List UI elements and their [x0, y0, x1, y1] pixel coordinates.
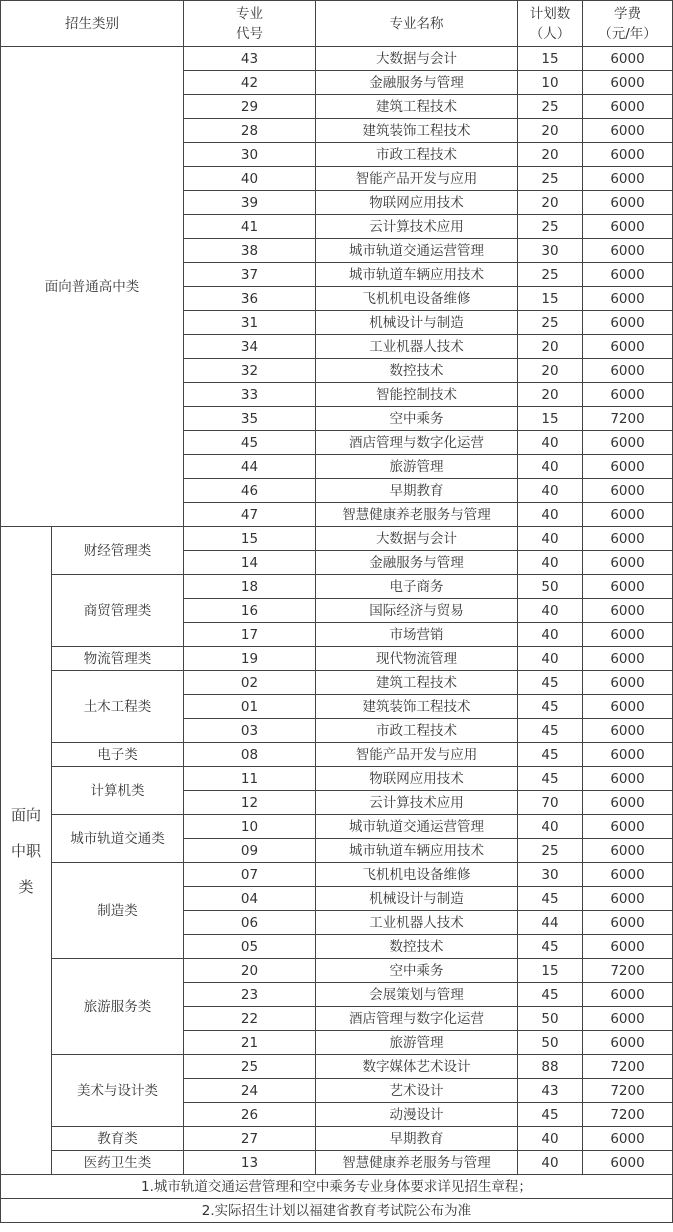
major-name: 金融服务与管理: [316, 71, 518, 95]
major-name: 云计算技术应用: [316, 215, 518, 239]
plan-count: 20: [518, 143, 583, 167]
plan-count: 88: [518, 1055, 583, 1079]
table-row: [1, 815, 673, 839]
plan-count: 50: [518, 575, 583, 599]
plan-count: 30: [518, 863, 583, 887]
major-name: 建筑装饰工程技术: [316, 119, 518, 143]
plan-count: 20: [518, 383, 583, 407]
plan-count: 45: [518, 743, 583, 767]
note-text: 2.实际招生计划以福建省教育考试院公布为准: [1, 1199, 673, 1223]
major-name: 智能产品开发与应用: [316, 743, 518, 767]
tuition-fee: 6000: [583, 719, 673, 743]
tuition-fee: 7200: [583, 1103, 673, 1127]
major-code: 16: [184, 599, 316, 623]
header-row: [1, 1, 673, 47]
major-name: 工业机器人技术: [316, 911, 518, 935]
major-name: 会展策划与管理: [316, 983, 518, 1007]
major-code: 40: [184, 167, 316, 191]
subcategory-label: 制造类: [52, 863, 184, 959]
tuition-fee: 7200: [583, 959, 673, 983]
subcategory-label: 城市轨道交通类: [52, 815, 184, 863]
plan-count: 45: [518, 983, 583, 1007]
major-code: 46: [184, 479, 316, 503]
plan-count: 15: [518, 287, 583, 311]
major-code: 19: [184, 647, 316, 671]
major-code: 24: [184, 1079, 316, 1103]
major-code: 09: [184, 839, 316, 863]
major-code: 32: [184, 359, 316, 383]
plan-count: 40: [518, 479, 583, 503]
major-code: 15: [184, 527, 316, 551]
major-name: 工业机器人技术: [316, 335, 518, 359]
plan-count: 45: [518, 671, 583, 695]
major-name: 电子商务: [316, 575, 518, 599]
vocational-label-line: 面向: [10, 805, 41, 824]
major-code: 37: [184, 263, 316, 287]
header-fee-line1: 学费: [614, 5, 641, 22]
plan-count: 50: [518, 1007, 583, 1031]
tuition-fee: 6000: [583, 767, 673, 791]
subcategory-label: 财经管理类: [52, 527, 184, 575]
plan-count: 45: [518, 719, 583, 743]
tuition-fee: 6000: [583, 551, 673, 575]
major-name: 智慧健康养老服务与管理: [316, 1151, 518, 1175]
major-code: 44: [184, 455, 316, 479]
subcategory-label: 旅游服务类: [52, 959, 184, 1055]
major-code: 03: [184, 719, 316, 743]
tuition-fee: 6000: [583, 167, 673, 191]
major-code: 12: [184, 791, 316, 815]
table-row: [1, 1151, 673, 1175]
vocational-label-line: 中职: [10, 841, 41, 860]
plan-count: 40: [518, 551, 583, 575]
header-code-line2: 代号: [236, 25, 263, 42]
major-code: 28: [184, 119, 316, 143]
plan-count: 40: [518, 623, 583, 647]
subcategory-label: 计算机类: [52, 767, 184, 815]
tuition-fee: 6000: [583, 1127, 673, 1151]
major-name: 建筑装饰工程技术: [316, 695, 518, 719]
tuition-fee: 6000: [583, 479, 673, 503]
major-code: 08: [184, 743, 316, 767]
major-code: 14: [184, 551, 316, 575]
plan-count: 40: [518, 503, 583, 527]
header-fee-line2: （元/年）: [598, 25, 657, 42]
tuition-fee: 6000: [583, 503, 673, 527]
category-vocational-label: [1, 527, 52, 1175]
table-row: [1, 527, 673, 551]
plan-count: 25: [518, 167, 583, 191]
major-code: 01: [184, 695, 316, 719]
tuition-fee: 7200: [583, 1055, 673, 1079]
tuition-fee: 6000: [583, 527, 673, 551]
tuition-fee: 6000: [583, 935, 673, 959]
plan-count: 40: [518, 431, 583, 455]
major-name: 城市轨道交通运营管理: [316, 239, 518, 263]
table-row: [1, 1127, 673, 1151]
major-code: 22: [184, 1007, 316, 1031]
major-name: 市场营销: [316, 623, 518, 647]
major-name: 机械设计与制造: [316, 311, 518, 335]
tuition-fee: 6000: [583, 191, 673, 215]
header-category: 招生类别: [1, 1, 184, 47]
major-name: 市政工程技术: [316, 719, 518, 743]
tuition-fee: 6000: [583, 119, 673, 143]
table-row: [1, 671, 673, 695]
tuition-fee: 6000: [583, 71, 673, 95]
header-plan: [518, 1, 583, 47]
plan-count: 40: [518, 815, 583, 839]
major-code: 29: [184, 95, 316, 119]
major-name: 现代物流管理: [316, 647, 518, 671]
plan-count: 25: [518, 839, 583, 863]
major-name: 旅游管理: [316, 455, 518, 479]
major-name: 旅游管理: [316, 1031, 518, 1055]
plan-count: 50: [518, 1031, 583, 1055]
tuition-fee: 6000: [583, 95, 673, 119]
tuition-fee: 6000: [583, 431, 673, 455]
major-code: 11: [184, 767, 316, 791]
tuition-fee: 6000: [583, 263, 673, 287]
major-code: 39: [184, 191, 316, 215]
major-name: 机械设计与制造: [316, 887, 518, 911]
subcategory-label: 物流管理类: [52, 647, 184, 671]
plan-count: 20: [518, 335, 583, 359]
plan-count: 45: [518, 887, 583, 911]
major-name: 物联网应用技术: [316, 191, 518, 215]
major-code: 27: [184, 1127, 316, 1151]
major-name: 数字媒体艺术设计: [316, 1055, 518, 1079]
major-name: 金融服务与管理: [316, 551, 518, 575]
tuition-fee: 6000: [583, 839, 673, 863]
major-name: 城市轨道车辆应用技术: [316, 263, 518, 287]
tuition-fee: 6000: [583, 47, 673, 71]
major-name: 数控技术: [316, 359, 518, 383]
plan-count: 30: [518, 239, 583, 263]
note-row: [1, 1175, 673, 1199]
table-row: [1, 767, 673, 791]
plan-count: 45: [518, 935, 583, 959]
tuition-fee: 6000: [583, 815, 673, 839]
major-code: 21: [184, 1031, 316, 1055]
header-code-line1: 专业: [236, 5, 263, 22]
tuition-fee: 6000: [583, 623, 673, 647]
subcategory-label: 美术与设计类: [52, 1055, 184, 1127]
plan-count: 45: [518, 695, 583, 719]
plan-count: 25: [518, 95, 583, 119]
plan-count: 40: [518, 1127, 583, 1151]
major-code: 26: [184, 1103, 316, 1127]
plan-count: 40: [518, 527, 583, 551]
major-name: 云计算技术应用: [316, 791, 518, 815]
plan-count: 25: [518, 215, 583, 239]
subcategory-label: 教育类: [52, 1127, 184, 1151]
subcategory-label: 商贸管理类: [52, 575, 184, 647]
major-code: 41: [184, 215, 316, 239]
plan-count: 70: [518, 791, 583, 815]
tuition-fee: 6000: [583, 311, 673, 335]
major-name: 飞机机电设备维修: [316, 287, 518, 311]
vocational-label-line: 类: [18, 877, 34, 896]
plan-count: 15: [518, 47, 583, 71]
subcategory-label: 土木工程类: [52, 671, 184, 743]
tuition-fee: 6000: [583, 599, 673, 623]
plan-count: 20: [518, 191, 583, 215]
tuition-fee: 6000: [583, 695, 673, 719]
major-name: 市政工程技术: [316, 143, 518, 167]
major-code: 20: [184, 959, 316, 983]
major-code: 17: [184, 623, 316, 647]
tuition-fee: 6000: [583, 239, 673, 263]
major-code: 02: [184, 671, 316, 695]
tuition-fee: 6000: [583, 287, 673, 311]
tuition-fee: 7200: [583, 1079, 673, 1103]
tuition-fee: 6000: [583, 671, 673, 695]
tuition-fee: 6000: [583, 575, 673, 599]
tuition-fee: 6000: [583, 647, 673, 671]
tuition-fee: 6000: [583, 983, 673, 1007]
major-code: 35: [184, 407, 316, 431]
tuition-fee: 6000: [583, 887, 673, 911]
tuition-fee: 6000: [583, 455, 673, 479]
major-name: 智能产品开发与应用: [316, 167, 518, 191]
plan-count: 20: [518, 359, 583, 383]
table-body: [1, 47, 673, 1175]
plan-count: 40: [518, 1151, 583, 1175]
plan-count: 44: [518, 911, 583, 935]
plan-count: 15: [518, 407, 583, 431]
major-name: 物联网应用技术: [316, 767, 518, 791]
table-notes: [1, 1175, 673, 1223]
table-row: [1, 863, 673, 887]
major-name: 酒店管理与数字化运营: [316, 431, 518, 455]
header-fee: [583, 1, 673, 47]
major-name: 酒店管理与数字化运营: [316, 1007, 518, 1031]
major-code: 04: [184, 887, 316, 911]
major-code: 06: [184, 911, 316, 935]
tuition-fee: 6000: [583, 335, 673, 359]
major-code: 43: [184, 47, 316, 71]
major-name: 城市轨道车辆应用技术: [316, 839, 518, 863]
note-row: [1, 1199, 673, 1223]
table-row: [1, 743, 673, 767]
plan-count: 40: [518, 455, 583, 479]
table-row: [1, 47, 673, 71]
table-row: [1, 647, 673, 671]
major-name: 智慧健康养老服务与管理: [316, 503, 518, 527]
header-code: [184, 1, 316, 47]
header-plan-line2: （人）: [529, 25, 571, 42]
major-code: 36: [184, 287, 316, 311]
tuition-fee: 6000: [583, 1007, 673, 1031]
major-name: 数控技术: [316, 935, 518, 959]
note-text: 1.城市轨道交通运营管理和空中乘务专业身体要求详见招生章程；: [1, 1175, 673, 1199]
major-code: 31: [184, 311, 316, 335]
major-code: 18: [184, 575, 316, 599]
major-code: 05: [184, 935, 316, 959]
major-name: 智能控制技术: [316, 383, 518, 407]
table-row: [1, 1055, 673, 1079]
tuition-fee: 6000: [583, 383, 673, 407]
tuition-fee: 6000: [583, 1151, 673, 1175]
major-name: 飞机机电设备维修: [316, 863, 518, 887]
major-name: 国际经济与贸易: [316, 599, 518, 623]
tuition-fee: 6000: [583, 743, 673, 767]
tuition-fee: 6000: [583, 215, 673, 239]
table-row: [1, 575, 673, 599]
tuition-fee: 6000: [583, 359, 673, 383]
major-name: 早期教育: [316, 479, 518, 503]
major-code: 07: [184, 863, 316, 887]
major-name: 早期教育: [316, 1127, 518, 1151]
major-code: 34: [184, 335, 316, 359]
plan-count: 43: [518, 1079, 583, 1103]
subcategory-label: 医药卫生类: [52, 1151, 184, 1175]
plan-count: 25: [518, 311, 583, 335]
plan-count: 45: [518, 1103, 583, 1127]
plan-count: 10: [518, 71, 583, 95]
major-code: 47: [184, 503, 316, 527]
plan-count: 20: [518, 119, 583, 143]
major-name: 大数据与会计: [316, 527, 518, 551]
major-name: 空中乘务: [316, 959, 518, 983]
category-general-label: 面向普通高中类: [1, 47, 184, 527]
table-row: [1, 959, 673, 983]
major-code: 45: [184, 431, 316, 455]
major-name: 建筑工程技术: [316, 95, 518, 119]
major-code: 38: [184, 239, 316, 263]
major-code: 30: [184, 143, 316, 167]
plan-count: 40: [518, 647, 583, 671]
plan-count: 45: [518, 767, 583, 791]
major-name: 空中乘务: [316, 407, 518, 431]
plan-count: 15: [518, 959, 583, 983]
plan-count: 40: [518, 599, 583, 623]
major-name: 城市轨道交通运营管理: [316, 815, 518, 839]
tuition-fee: 6000: [583, 863, 673, 887]
major-code: 33: [184, 383, 316, 407]
tuition-fee: 6000: [583, 911, 673, 935]
plan-count: 25: [518, 263, 583, 287]
major-code: 25: [184, 1055, 316, 1079]
tuition-fee: 6000: [583, 791, 673, 815]
major-code: 10: [184, 815, 316, 839]
tuition-fee: 7200: [583, 407, 673, 431]
header-plan-line1: 计划数: [529, 5, 571, 22]
major-code: 13: [184, 1151, 316, 1175]
major-code: 42: [184, 71, 316, 95]
major-name: 动漫设计: [316, 1103, 518, 1127]
major-name: 大数据与会计: [316, 47, 518, 71]
major-name: 建筑工程技术: [316, 671, 518, 695]
major-name: 艺术设计: [316, 1079, 518, 1103]
major-code: 23: [184, 983, 316, 1007]
subcategory-label: 电子类: [52, 743, 184, 767]
tuition-fee: 6000: [583, 1031, 673, 1055]
tuition-fee: 6000: [583, 143, 673, 167]
header-name: 专业名称: [316, 1, 518, 47]
